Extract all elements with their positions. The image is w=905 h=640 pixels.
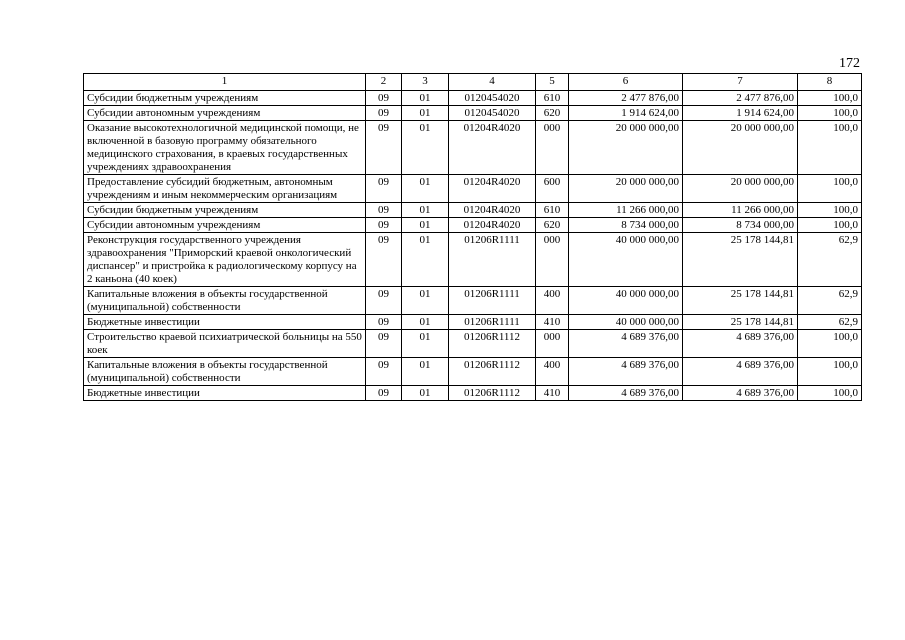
percent-cell: 100,0 [798, 330, 862, 358]
planned-amount-cell: 40 000 000,00 [569, 315, 683, 330]
target-article-cell: 01206R1112 [449, 358, 536, 386]
item-name-cell: Капитальные вложения в объекты государственной (муниципальной) собственности [84, 287, 366, 315]
percent-cell: 100,0 [798, 121, 862, 175]
subsection-code-cell: 01 [402, 106, 449, 121]
section-code-cell: 09 [366, 358, 402, 386]
header-row [84, 74, 862, 91]
table-row [84, 203, 862, 218]
actual-amount-cell: 20 000 000,00 [683, 121, 798, 175]
item-name-cell: Субсидии автономным учреждениям [84, 218, 366, 233]
section-code-cell: 09 [366, 91, 402, 106]
subsection-code-cell: 01 [402, 386, 449, 401]
table-row [84, 386, 862, 401]
percent-cell: 100,0 [798, 175, 862, 203]
page-number: 172 [839, 56, 860, 71]
expense-type-cell: 410 [536, 315, 569, 330]
column-header: 6 [569, 74, 683, 91]
percent-cell: 62,9 [798, 233, 862, 287]
target-article-cell: 01206R1112 [449, 386, 536, 401]
item-name-cell: Субсидии бюджетным учреждениям [84, 203, 366, 218]
actual-amount-cell: 25 178 144,81 [683, 315, 798, 330]
subsection-code-cell: 01 [402, 218, 449, 233]
subsection-code-cell: 01 [402, 315, 449, 330]
subsection-code-cell: 01 [402, 203, 449, 218]
target-article-cell: 0120454020 [449, 91, 536, 106]
percent-cell: 100,0 [798, 91, 862, 106]
subsection-code-cell: 01 [402, 358, 449, 386]
section-code-cell: 09 [366, 203, 402, 218]
column-header: 4 [449, 74, 536, 91]
target-article-cell: 01206R1112 [449, 330, 536, 358]
subsection-code-cell: 01 [402, 330, 449, 358]
section-code-cell: 09 [366, 121, 402, 175]
expense-type-cell: 610 [536, 203, 569, 218]
actual-amount-cell: 11 266 000,00 [683, 203, 798, 218]
section-code-cell: 09 [366, 233, 402, 287]
percent-cell: 100,0 [798, 106, 862, 121]
column-header: 5 [536, 74, 569, 91]
section-code-cell: 09 [366, 287, 402, 315]
section-code-cell: 09 [366, 386, 402, 401]
table-row [84, 175, 862, 203]
item-name-cell: Субсидии автономным учреждениям [84, 106, 366, 121]
item-name-cell: Бюджетные инвестиции [84, 315, 366, 330]
expense-type-cell: 610 [536, 91, 569, 106]
table-row [84, 218, 862, 233]
subsection-code-cell: 01 [402, 175, 449, 203]
planned-amount-cell: 2 477 876,00 [569, 91, 683, 106]
actual-amount-cell: 4 689 376,00 [683, 330, 798, 358]
item-name-cell: Строительство краевой психиатрической больницы на 550 коек [84, 330, 366, 358]
table-row [84, 330, 862, 358]
target-article-cell: 01206R1111 [449, 233, 536, 287]
actual-amount-cell: 4 689 376,00 [683, 386, 798, 401]
section-code-cell: 09 [366, 106, 402, 121]
percent-cell: 62,9 [798, 315, 862, 330]
percent-cell: 62,9 [798, 287, 862, 315]
table-row [84, 106, 862, 121]
planned-amount-cell: 4 689 376,00 [569, 358, 683, 386]
expense-type-cell: 620 [536, 218, 569, 233]
subsection-code-cell: 01 [402, 233, 449, 287]
item-name-cell: Оказание высокотехнологичной медицинской помощи, не включенной в базовую программу обязательного медицинского страхования, в краевых государственных учреждениях здравоохранения [84, 121, 366, 175]
subsection-code-cell: 01 [402, 121, 449, 175]
section-code-cell: 09 [366, 175, 402, 203]
target-article-cell: 01204R4020 [449, 175, 536, 203]
section-code-cell: 09 [366, 315, 402, 330]
planned-amount-cell: 11 266 000,00 [569, 203, 683, 218]
subsection-code-cell: 01 [402, 91, 449, 106]
expense-type-cell: 410 [536, 386, 569, 401]
percent-cell: 100,0 [798, 203, 862, 218]
planned-amount-cell: 1 914 624,00 [569, 106, 683, 121]
item-name-cell: Субсидии бюджетным учреждениям [84, 91, 366, 106]
target-article-cell: 01204R4020 [449, 203, 536, 218]
actual-amount-cell: 25 178 144,81 [683, 233, 798, 287]
target-article-cell: 01206R1111 [449, 315, 536, 330]
planned-amount-cell: 4 689 376,00 [569, 386, 683, 401]
planned-amount-cell: 20 000 000,00 [569, 175, 683, 203]
table-row [84, 91, 862, 106]
expense-type-cell: 600 [536, 175, 569, 203]
item-name-cell: Капитальные вложения в объекты государственной (муниципальной) собственности [84, 358, 366, 386]
subsection-code-cell: 01 [402, 287, 449, 315]
target-article-cell: 01204R4020 [449, 218, 536, 233]
expense-type-cell: 620 [536, 106, 569, 121]
expense-type-cell: 400 [536, 358, 569, 386]
percent-cell: 100,0 [798, 386, 862, 401]
table-row [84, 233, 862, 287]
item-name-cell: Реконструкция государственного учреждения здравоохранения "Приморский краевой онкологический диспансер" и пристройка к радиологическому корпусу на 2 каньона (40 коек) [84, 233, 366, 287]
item-name-cell: Бюджетные инвестиции [84, 386, 366, 401]
column-header: 7 [683, 74, 798, 91]
planned-amount-cell: 40 000 000,00 [569, 233, 683, 287]
planned-amount-cell: 40 000 000,00 [569, 287, 683, 315]
expense-type-cell: 000 [536, 330, 569, 358]
expense-type-cell: 400 [536, 287, 569, 315]
actual-amount-cell: 20 000 000,00 [683, 175, 798, 203]
budget-table [83, 73, 862, 401]
planned-amount-cell: 8 734 000,00 [569, 218, 683, 233]
target-article-cell: 01204R4020 [449, 121, 536, 175]
section-code-cell: 09 [366, 330, 402, 358]
section-code-cell: 09 [366, 218, 402, 233]
actual-amount-cell: 1 914 624,00 [683, 106, 798, 121]
percent-cell: 100,0 [798, 358, 862, 386]
expense-type-cell: 000 [536, 121, 569, 175]
table-row [84, 287, 862, 315]
expense-type-cell: 000 [536, 233, 569, 287]
item-name-cell: Предоставление субсидий бюджетным, автономным учреждениям и иным некоммерческим организациям [84, 175, 366, 203]
column-header: 8 [798, 74, 862, 91]
table-row [84, 121, 862, 175]
planned-amount-cell: 20 000 000,00 [569, 121, 683, 175]
column-header: 3 [402, 74, 449, 91]
percent-cell: 100,0 [798, 218, 862, 233]
actual-amount-cell: 4 689 376,00 [683, 358, 798, 386]
target-article-cell: 0120454020 [449, 106, 536, 121]
actual-amount-cell: 25 178 144,81 [683, 287, 798, 315]
actual-amount-cell: 8 734 000,00 [683, 218, 798, 233]
planned-amount-cell: 4 689 376,00 [569, 330, 683, 358]
actual-amount-cell: 2 477 876,00 [683, 91, 798, 106]
table-row [84, 358, 862, 386]
table-body [84, 91, 862, 401]
table-row [84, 315, 862, 330]
target-article-cell: 01206R1111 [449, 287, 536, 315]
column-header: 2 [366, 74, 402, 91]
column-header: 1 [84, 74, 366, 91]
